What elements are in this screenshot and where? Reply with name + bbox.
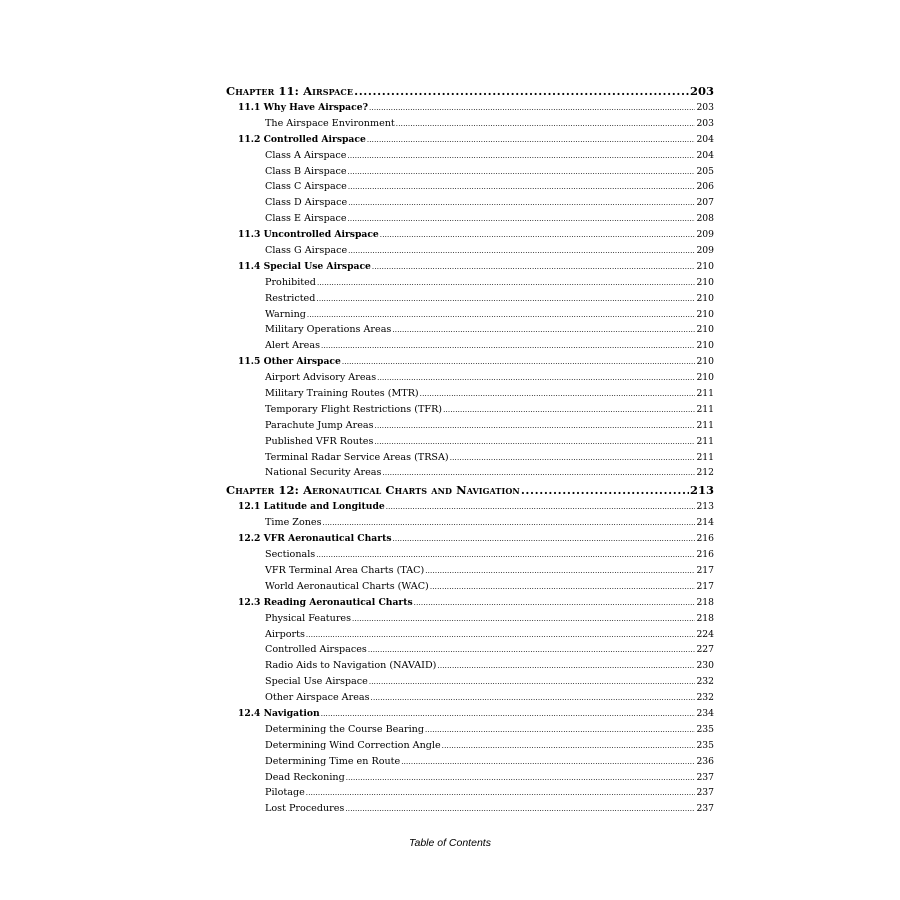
toc-page-number: 216 (696, 549, 714, 561)
toc-page-number: 217 (696, 580, 714, 592)
dot-leader (425, 564, 695, 579)
dot-leader (375, 419, 696, 434)
toc-entry-title: Special Use Airspace (265, 676, 368, 688)
toc-entry-title: Military Training Routes (MTR) (265, 388, 419, 400)
toc-entry-title: Controlled Airspaces (265, 644, 367, 656)
dot-leader (348, 196, 695, 211)
toc-section-title: 12.3 Reading Aeronautical Charts (238, 596, 413, 608)
toc-section-row[interactable] (226, 354, 714, 370)
dot-leader (348, 165, 696, 180)
toc-entry-title: Military Operations Areas (265, 324, 392, 336)
toc-page-number: 213 (696, 501, 714, 513)
toc-entry-title: Determining Wind Correction Angle (265, 739, 441, 751)
toc-page-number: 204 (696, 133, 714, 145)
toc-page-number: 210 (696, 308, 714, 320)
toc-entry-row[interactable] (226, 785, 714, 801)
toc-page-number: 211 (696, 451, 714, 463)
toc-page-number: 208 (696, 213, 714, 225)
toc-entry-row[interactable] (226, 690, 714, 706)
toc-entry-row[interactable] (226, 770, 714, 786)
toc-section-title: 11.3 Uncontrolled Airspace (238, 229, 379, 241)
toc-page-number: 216 (696, 533, 714, 545)
dot-leader (437, 659, 695, 674)
toc-section-row[interactable] (226, 531, 714, 547)
toc-entry-row[interactable] (226, 658, 714, 674)
toc-entry-row[interactable] (226, 164, 714, 180)
toc-page-number: 218 (696, 596, 714, 608)
toc-entry-row[interactable] (226, 307, 714, 323)
dot-leader (386, 500, 696, 515)
dot-leader (377, 371, 695, 386)
toc-entry-title: Determining the Course Bearing (265, 723, 424, 735)
toc-entry-row[interactable] (226, 370, 714, 386)
toc-entry-title: Class G Airspace (265, 245, 348, 257)
toc-page-number: 211 (696, 435, 714, 447)
toc-page-number: 210 (696, 260, 714, 272)
toc-entry-row[interactable] (226, 547, 714, 563)
toc-entry-row[interactable] (226, 402, 714, 418)
toc-page-number: 234 (696, 707, 714, 719)
toc-page-number: 210 (696, 292, 714, 304)
dot-leader (346, 771, 696, 786)
toc-page-number: 212 (696, 467, 714, 479)
toc-page-number: 205 (696, 165, 714, 177)
toc-entry-title: World Aeronautical Charts (WAC) (265, 580, 429, 592)
dot-leader (380, 228, 696, 243)
dot-leader (367, 133, 696, 148)
toc-page-number: 209 (696, 245, 714, 257)
toc-entry-row[interactable] (226, 291, 714, 307)
toc-entry-row[interactable] (226, 563, 714, 579)
toc-entry-title: VFR Terminal Area Charts (TAC) (265, 564, 425, 576)
dot-leader (374, 435, 695, 450)
toc-entry-title: Physical Features (265, 612, 352, 624)
dot-leader (369, 101, 695, 116)
dot-leader (393, 532, 696, 547)
toc-entry-title: Airport Advisory Areas (265, 372, 377, 384)
toc-chapter-title: Chapter 11: Airspace (226, 84, 354, 98)
toc-entry-row[interactable] (226, 465, 714, 481)
dot-leader (521, 481, 689, 499)
toc-entry-title: Lost Procedures (265, 803, 345, 815)
toc-page-number: 211 (696, 419, 714, 431)
toc-entry-title: Prohibited (265, 276, 316, 288)
toc-entry-row[interactable] (226, 338, 714, 354)
dot-leader (401, 755, 695, 770)
dot-leader (347, 149, 695, 164)
toc-entry-row[interactable] (226, 116, 714, 132)
toc-section-title: 11.4 Special Use Airspace (238, 260, 371, 272)
toc-entry-title: National Security Areas (265, 467, 382, 479)
toc-page-number: 206 (696, 181, 714, 193)
toc-section-row[interactable] (226, 499, 714, 515)
toc-entry-row[interactable] (226, 754, 714, 770)
dot-leader (348, 180, 696, 195)
toc-entry-row[interactable] (226, 450, 714, 466)
toc-section-row[interactable] (226, 706, 714, 722)
toc-page-number: 232 (696, 692, 714, 704)
toc-entry-row[interactable] (226, 322, 714, 338)
toc-page-number: 204 (696, 149, 714, 161)
toc-entry-title: Class C Airspace (265, 181, 347, 193)
toc-page-number: 203 (689, 84, 714, 98)
dot-leader (443, 403, 695, 418)
toc-entry-row[interactable] (226, 211, 714, 227)
toc-entry-title: Class B Airspace (265, 165, 347, 177)
toc-page-number: 230 (696, 660, 714, 672)
toc-chapter-title: Chapter 12: Aeronautical Charts and Navigation (226, 483, 520, 498)
dot-leader (372, 260, 696, 275)
toc-entry-row[interactable] (226, 579, 714, 595)
toc-entry-title: Parachute Jump Areas (265, 419, 374, 431)
toc-entry-row[interactable] (226, 386, 714, 402)
toc-entry-title: Class A Airspace (265, 149, 347, 161)
toc-page-number: 214 (696, 517, 714, 529)
toc-entry-title: Alert Areas (265, 340, 321, 352)
toc-entry-row[interactable] (226, 418, 714, 434)
toc-page-number: 227 (696, 644, 714, 656)
toc-entry-row[interactable] (226, 722, 714, 738)
toc-entry-row[interactable] (226, 674, 714, 690)
toc-entry-title: Sectionals (265, 549, 316, 561)
dot-leader (316, 292, 695, 307)
dot-leader (369, 675, 696, 690)
dot-leader (348, 212, 696, 227)
toc-page-number: 210 (696, 276, 714, 288)
toc-page-number: 217 (696, 564, 714, 576)
toc-entry-row[interactable] (226, 275, 714, 291)
toc-entry-row[interactable] (226, 611, 714, 627)
toc-section-title: 11.1 Why Have Airspace? (238, 102, 368, 113)
dot-leader (306, 628, 696, 643)
dot-leader (321, 339, 695, 354)
dot-leader (382, 466, 695, 481)
toc-page-number: 218 (696, 612, 714, 624)
toc-entry-title: Temporary Flight Restrictions (TFR) (265, 403, 443, 415)
dot-leader (442, 739, 696, 754)
dot-leader (430, 580, 696, 595)
toc-entry-row[interactable] (226, 515, 714, 531)
table-of-contents (226, 82, 714, 817)
toc-entry-row[interactable] (226, 195, 714, 211)
dot-leader (342, 355, 696, 370)
toc-entry-title: Airports (265, 628, 305, 640)
toc-page-number: 224 (696, 628, 714, 640)
dot-leader (306, 786, 696, 801)
toc-section-title: 12.2 VFR Aeronautical Charts (238, 533, 392, 545)
dot-leader (420, 387, 696, 402)
dot-leader (396, 117, 696, 132)
page-footer: Table of Contents (409, 837, 491, 849)
dot-leader (321, 707, 696, 722)
dot-leader (425, 723, 695, 738)
toc-section-row[interactable] (226, 259, 714, 275)
dot-leader (317, 276, 696, 291)
toc-page-number: 237 (696, 803, 714, 815)
dot-leader (307, 308, 696, 323)
toc-entry-title: Other Airspace Areas (265, 692, 370, 704)
toc-entry-row[interactable] (226, 801, 714, 817)
toc-section-row[interactable] (226, 132, 714, 148)
toc-page-number: 237 (696, 771, 714, 783)
toc-entry-title: Time Zones (265, 517, 322, 529)
dot-leader (371, 691, 696, 706)
toc-chapter-row[interactable] (226, 481, 714, 499)
toc-page-number: 203 (696, 117, 714, 129)
toc-entry-title: Class E Airspace (265, 213, 347, 225)
toc-entry-row[interactable] (226, 627, 714, 643)
toc-section-title: 11.2 Controlled Airspace (238, 133, 366, 145)
dot-leader (345, 802, 695, 817)
toc-entry-title: Terminal Radar Service Areas (TRSA) (265, 451, 449, 463)
toc-entry-title: Published VFR Routes (265, 435, 374, 447)
toc-page-number: 203 (696, 102, 714, 113)
dot-leader (352, 612, 695, 627)
toc-entry-title: Radio Aids to Navigation (NAVAID) (265, 660, 437, 672)
toc-page-number: 237 (696, 787, 714, 799)
toc-section-row[interactable] (226, 100, 714, 116)
toc-entry-title: Class D Airspace (265, 197, 348, 209)
toc-section-row[interactable] (226, 595, 714, 611)
dot-leader (414, 596, 696, 611)
toc-page-number: 211 (696, 403, 714, 415)
toc-entry-title: The Airspace Environment (265, 117, 395, 129)
dot-leader (450, 451, 696, 466)
dot-leader (323, 516, 696, 531)
toc-entry-title: Pilotage (265, 787, 305, 799)
toc-entry-row[interactable] (226, 148, 714, 164)
toc-entry-row[interactable] (226, 642, 714, 658)
toc-entry-title: Dead Reckoning (265, 771, 345, 783)
toc-entry-title: Restricted (265, 292, 316, 304)
toc-entry-row[interactable] (226, 738, 714, 754)
toc-page-number: 235 (696, 723, 714, 735)
dot-leader (392, 323, 695, 338)
toc-section-row[interactable] (226, 227, 714, 243)
toc-section-title: 11.5 Other Airspace (238, 356, 341, 368)
dot-leader (316, 548, 695, 563)
toc-page-number: 232 (696, 676, 714, 688)
toc-entry-title: Warning (265, 308, 306, 320)
toc-page-number: 210 (696, 324, 714, 336)
toc-chapter-row[interactable] (226, 82, 714, 100)
toc-section-title: 12.1 Latitude and Longitude (238, 501, 385, 513)
toc-page-number: 210 (696, 356, 714, 368)
dot-leader (348, 244, 695, 259)
dot-leader (368, 643, 696, 658)
toc-page-number: 209 (696, 229, 714, 241)
toc-entry-row[interactable] (226, 434, 714, 450)
toc-page-number: 207 (696, 197, 714, 209)
toc-page-number: 211 (696, 388, 714, 400)
toc-page-number: 210 (696, 372, 714, 384)
toc-entry-row[interactable] (226, 179, 714, 195)
toc-page-number: 213 (689, 483, 714, 498)
toc-page-number: 235 (696, 739, 714, 751)
toc-page-number: 210 (696, 340, 714, 352)
toc-section-title: 12.4 Navigation (238, 707, 320, 719)
toc-entry-row[interactable] (226, 243, 714, 259)
dot-leader (354, 82, 689, 100)
toc-page-number: 236 (696, 755, 714, 767)
toc-entry-title: Determining Time en Route (265, 755, 401, 767)
